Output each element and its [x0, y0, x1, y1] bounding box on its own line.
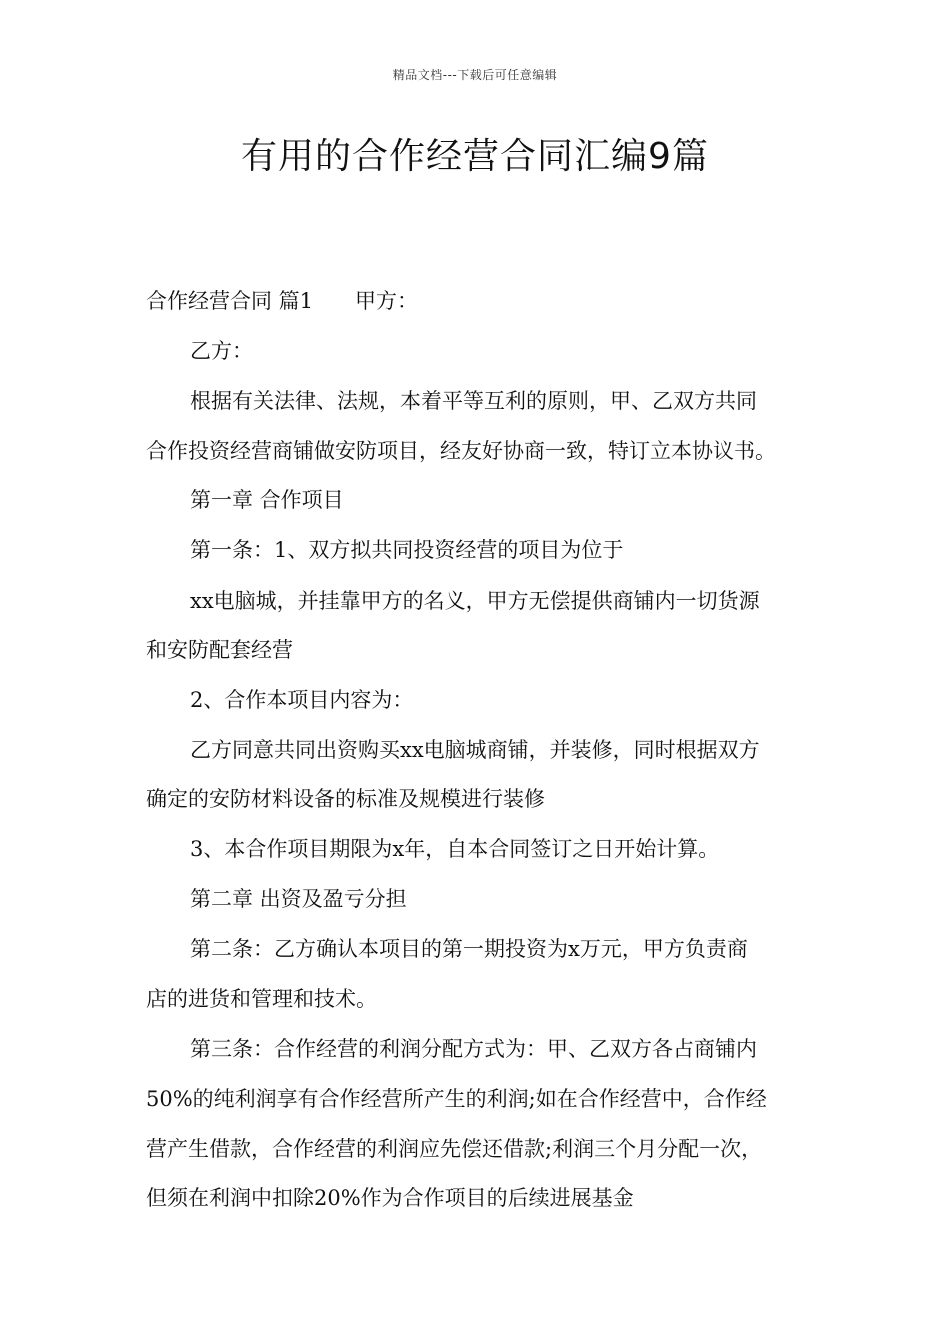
paragraph-line: 第三条：合作经营的利润分配方式为：甲、乙双方各占商铺内	[190, 1037, 757, 1061]
paragraph-line: 乙方同意共同出资购买xx电脑城商铺，并装修，同时根据双方	[190, 738, 760, 762]
document-title: 有用的合作经营合同汇编9篇	[241, 136, 709, 177]
paragraph-line: 第二条：乙方确认本项目的第一期投资为x万元，甲方负责商	[190, 937, 748, 961]
paragraph-line: 合作投资经营商铺做安防项目，经友好协商一致，特订立本协议书。	[146, 439, 776, 463]
paragraph-line: 和安防配套经营	[146, 638, 293, 662]
paragraph-line: 乙方：	[190, 339, 253, 363]
section-heading: 合作经营合同 篇1	[146, 289, 314, 313]
paragraph-line: 根据有关法律、法规，本着平等互利的原则，甲、乙双方共同	[190, 389, 757, 413]
paragraph-line: 3、本合作项目期限为x年，自本合同签订之日开始计算。	[190, 837, 720, 861]
paragraph-line: 2、合作本项目内容为：	[190, 688, 414, 712]
paragraph-line: 营产生借款，合作经营的利润应先偿还借款;利润三个月分配一次，	[146, 1137, 763, 1161]
paragraph-line: xx电脑城，并挂靠甲方的名义，甲方无偿提供商铺内一切货源	[190, 589, 760, 613]
paragraph-line: 店的进货和管理和技术。	[146, 987, 377, 1011]
chapter-heading: 第一章 合作项目	[190, 488, 344, 512]
paragraph-line: 第一条：1、双方拟共同投资经营的项目为位于	[190, 538, 624, 562]
header-note: 精品文档---下载后可任意编辑	[392, 68, 558, 82]
party-a-label: 甲方：	[355, 289, 419, 313]
chapter-heading: 第二章 出资及盈亏分担	[190, 887, 407, 911]
paragraph-line: 50%的纯利润享有合作经营所产生的利润;如在合作经营中，合作经	[146, 1087, 767, 1111]
paragraph-line: 确定的安防材料设备的标准及规模进行装修	[146, 787, 545, 811]
paragraph-line: 但须在利润中扣除20%作为合作项目的后续进展基金	[146, 1186, 634, 1210]
section-heading-line	[146, 287, 418, 315]
